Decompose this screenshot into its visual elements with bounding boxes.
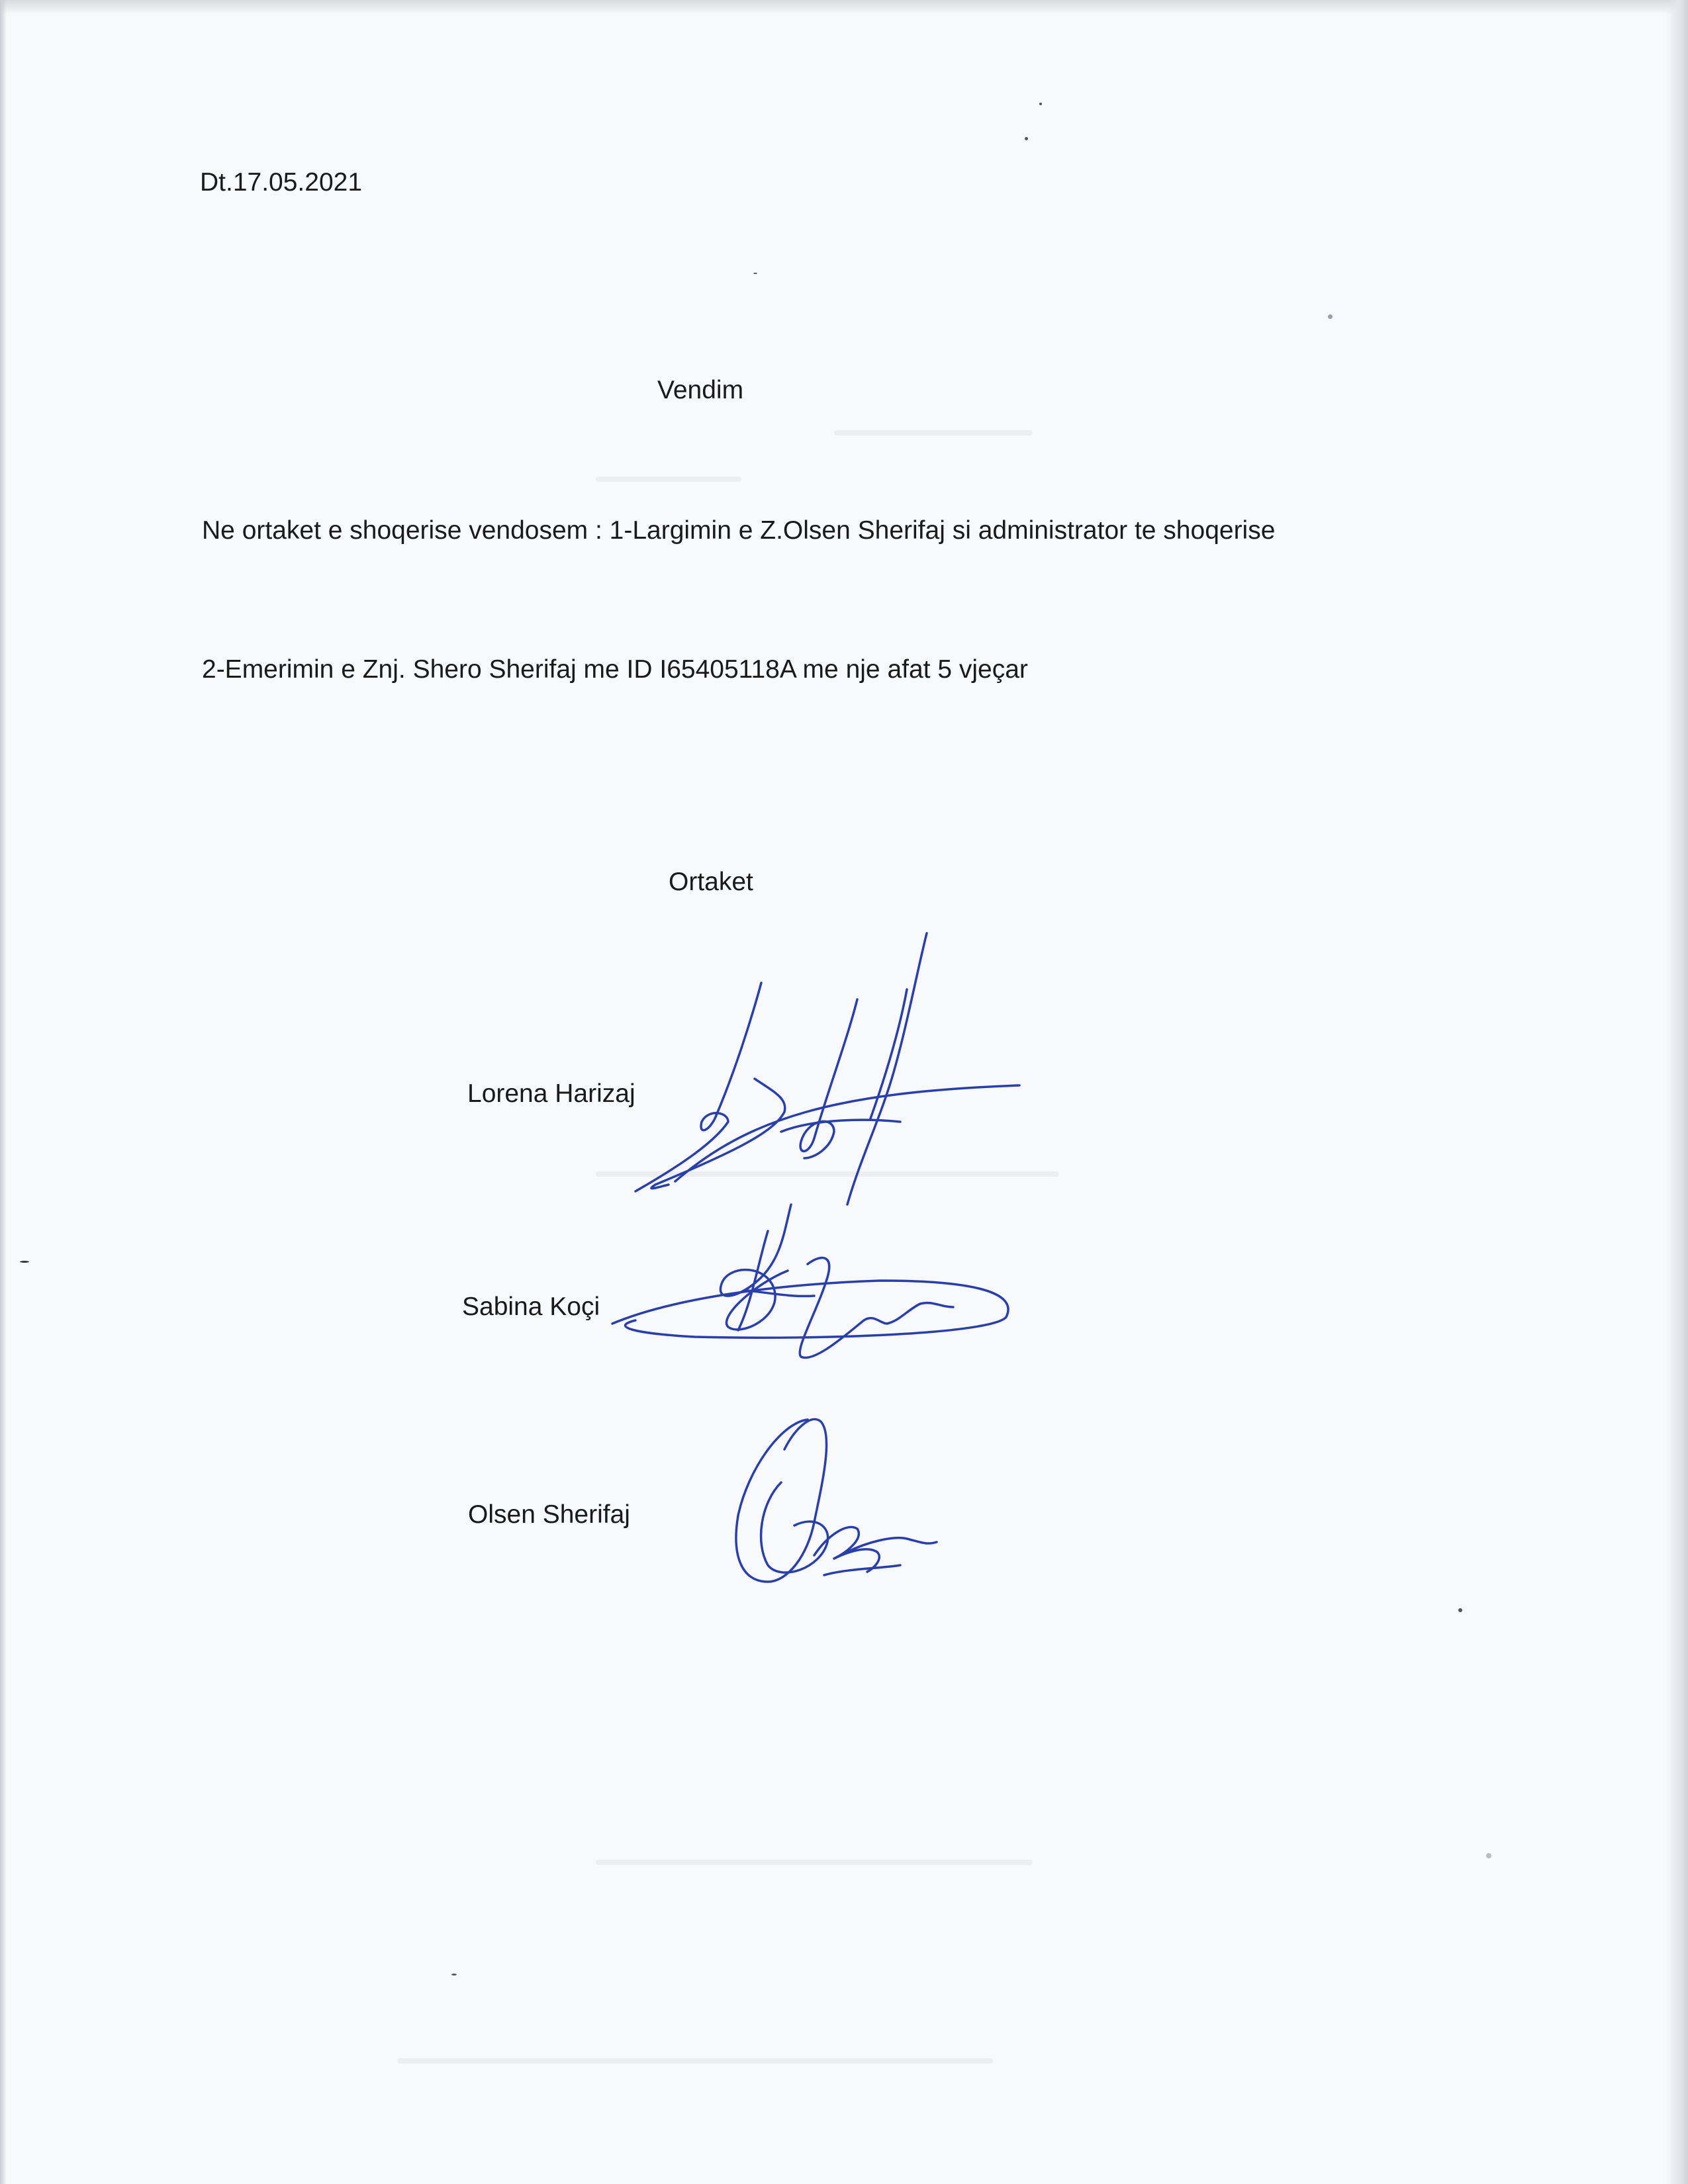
decision-line-2: 2-Emerimin e Znj. Shero Sherifaj me ID I65405118A me nje afat 5 vjeçar [202,655,1028,684]
document-date: Dt.17.05.2021 [200,168,363,197]
bleed-through-mark [596,1860,1033,1865]
signature-olsen-sherifaj [715,1410,940,1602]
scan-edge-top [0,0,1688,15]
document-title: Vendim [657,376,744,404]
scan-edge-left [0,0,7,2184]
bleed-through-mark [596,477,741,482]
scan-speck [1328,314,1333,319]
scan-speck [1458,1608,1462,1612]
scan-speck [451,1974,457,1976]
scan-speck [1486,1853,1491,1858]
scan-speck [1025,137,1028,140]
bleed-through-mark [397,2058,993,2064]
scan-edge-right [1665,0,1688,2184]
decision-line-1: Ne ortaket e shoqerise vendosem : 1-Largimin e Z.Olsen Sherifaj si administrator te shoqerise [202,516,1276,545]
signature-sabina-koci [596,1191,1026,1377]
partner-name: Lorena Harizaj [467,1079,635,1108]
partners-heading: Ortaket [669,868,753,896]
signature-lorena-harizaj [616,920,1026,1211]
partner-name: Olsen Sherifaj [468,1500,630,1529]
scan-speck [753,273,757,274]
partner-name: Sabina Koçi [462,1293,600,1321]
scan-speck [20,1261,29,1263]
scan-speck [1039,103,1042,105]
bleed-through-mark [834,430,1033,435]
